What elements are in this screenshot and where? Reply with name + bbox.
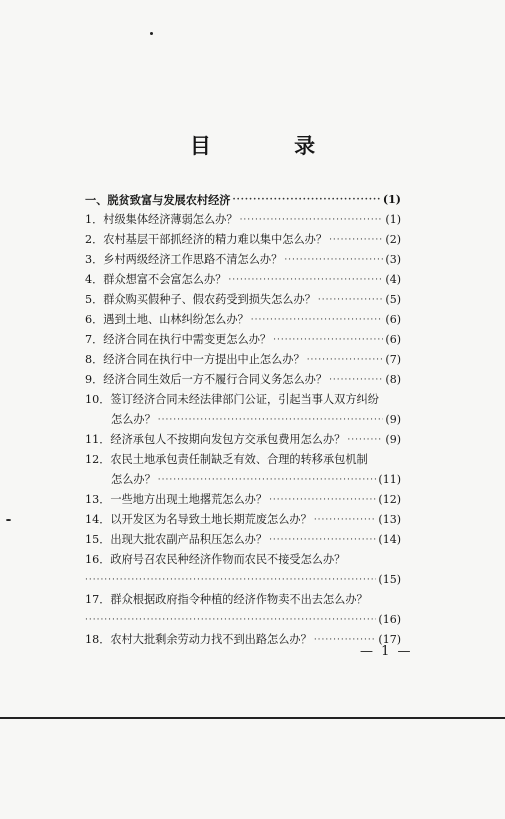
toc-label: 1．村级集体经济薄弱怎么办？ <box>85 213 238 226</box>
toc-leader <box>314 510 377 530</box>
table-of-contents <box>85 190 401 650</box>
toc-label: 16．政府号召农民种经济作物而农民不接受怎么办？ <box>85 553 346 566</box>
toc-item-17-continuation[interactable] <box>85 610 401 630</box>
scan-speck <box>150 32 153 35</box>
toc-leader <box>269 530 376 550</box>
toc-leader <box>158 470 377 490</box>
toc-item-3[interactable] <box>85 250 401 270</box>
toc-leader <box>273 330 383 350</box>
toc-leader <box>329 370 383 390</box>
toc-label: 11．经济承包人不按期向发包方交承包费用怎么办？ <box>85 433 346 446</box>
toc-page: (14) <box>378 533 401 546</box>
toc-leader <box>251 310 384 330</box>
toc-leader <box>158 410 384 430</box>
toc-item-1[interactable] <box>85 210 401 230</box>
toc-label: 10．签订经济合同未经法律部门公证，引起当事人双方纠纷 <box>85 393 379 406</box>
toc-page: (4) <box>385 273 401 286</box>
toc-label: 14．以开发区为名导致土地长期荒废怎么办？ <box>85 513 312 526</box>
toc-item-14[interactable] <box>85 510 401 530</box>
toc-page: (12) <box>378 493 401 506</box>
page-number: — 1 — <box>360 644 413 659</box>
toc-item-11[interactable] <box>85 430 401 450</box>
toc-label: 6．遇到土地、山林纠纷怎么办？ <box>85 313 249 326</box>
toc-label: 3．乡村两级经济工作思路不清怎么办？ <box>85 253 283 266</box>
toc-leader <box>329 230 383 250</box>
toc-page: (8) <box>385 373 401 386</box>
toc-leader <box>85 570 376 590</box>
toc-label: 15．出现大批农副产品积压怎么办？ <box>85 533 268 546</box>
toc-item-9[interactable] <box>85 370 401 390</box>
toc-page: (2) <box>385 233 401 246</box>
toc-page: (6) <box>385 333 401 346</box>
toc-page: (15) <box>378 573 401 586</box>
toc-label: 2．农村基层干部抓经济的精力难以集中怎么办？ <box>85 233 328 246</box>
toc-page: (1) <box>385 213 401 226</box>
toc-item-4[interactable] <box>85 270 401 290</box>
toc-item-8[interactable] <box>85 350 401 370</box>
toc-item-10[interactable] <box>85 390 401 410</box>
toc-page: (17) <box>378 633 401 646</box>
toc-leader <box>284 250 383 270</box>
toc-label: 13．一些地方出现土地撂荒怎么办？ <box>85 493 268 506</box>
toc-item-15[interactable] <box>85 530 401 550</box>
toc-label-continuation: 怎么办？ <box>111 413 156 426</box>
toc-label: 一、脱贫致富与发展农村经济 <box>85 193 231 207</box>
toc-label-continuation: 怎么办？ <box>111 473 156 486</box>
page-title: 目 录 <box>189 133 354 158</box>
toc-item-13[interactable] <box>85 490 401 510</box>
toc-leader <box>307 350 384 370</box>
toc-leader <box>232 190 380 210</box>
toc-page: (9) <box>385 413 401 426</box>
toc-item-2[interactable] <box>85 230 401 250</box>
toc-item-7[interactable] <box>85 330 401 350</box>
bottom-rule <box>0 717 505 719</box>
toc-page: (13) <box>378 513 401 526</box>
toc-item-18[interactable] <box>85 630 401 650</box>
toc-leader <box>318 290 384 310</box>
toc-page: (9) <box>385 433 401 446</box>
toc-item-10-continuation[interactable] <box>85 410 401 430</box>
toc-label: 18．农村大批剩余劳动力找不到出路怎么办？ <box>85 633 312 646</box>
toc-item-17[interactable] <box>85 590 401 610</box>
toc-leader <box>85 610 376 630</box>
toc-item-16-continuation[interactable] <box>85 570 401 590</box>
toc-label: 4．群众想富不会富怎么办？ <box>85 273 227 286</box>
toc-page: (5) <box>385 293 401 306</box>
toc-page: (3) <box>385 253 401 266</box>
toc-leader <box>228 270 383 290</box>
toc-page: (7) <box>385 353 401 366</box>
toc-label: 12．农民土地承包责任制缺乏有效、合理的转移承包机制 <box>85 453 368 466</box>
toc-leader <box>347 430 383 450</box>
toc-page: (6) <box>385 313 401 326</box>
toc-page: (1) <box>382 193 401 206</box>
toc-item-6[interactable] <box>85 310 401 330</box>
toc-label: 8．经济合同在执行中一方提出中止怎么办？ <box>85 353 305 366</box>
toc-item-12[interactable] <box>85 450 401 470</box>
toc-label: 9．经济合同生效后一方不履行合同义务怎么办？ <box>85 373 328 386</box>
toc-label: 7．经济合同在执行中需变更怎么办？ <box>85 333 272 346</box>
toc-item-5[interactable] <box>85 290 401 310</box>
toc-section-heading[interactable] <box>85 190 401 210</box>
toc-leader <box>240 210 384 230</box>
toc-page: (16) <box>378 613 401 626</box>
toc-label: 5．群众购买假种子、假农药受到损失怎么办？ <box>85 293 316 306</box>
toc-page: (11) <box>378 473 401 486</box>
toc-item-16[interactable] <box>85 550 401 570</box>
toc-leader <box>269 490 376 510</box>
toc-item-12-continuation[interactable] <box>85 470 401 490</box>
toc-label: 17．群众根据政府指令种植的经济作物卖不出去怎么办？ <box>85 593 368 606</box>
scan-speck <box>6 519 11 521</box>
